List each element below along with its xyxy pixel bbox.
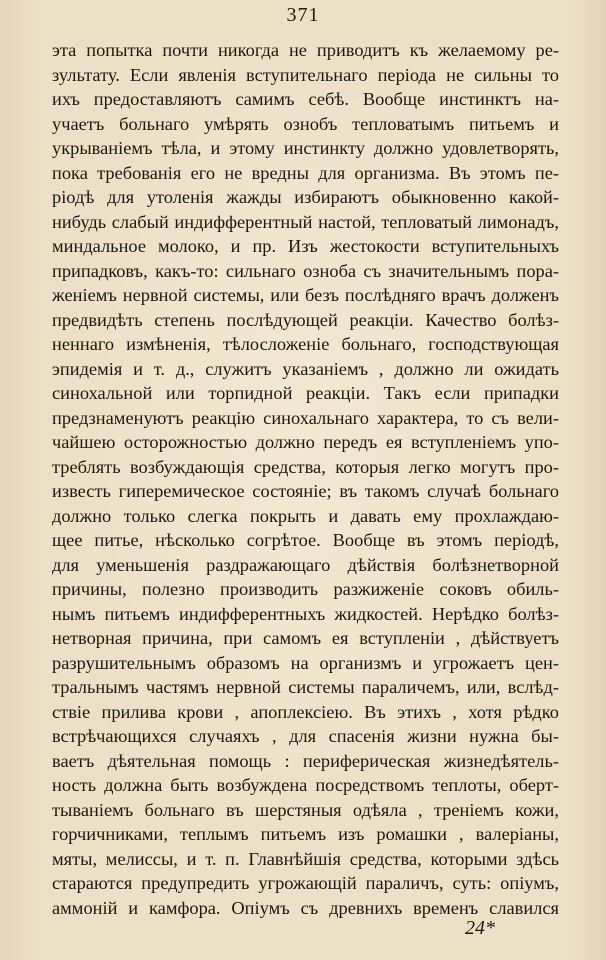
text-line: известь гиперемическое состояніе; въ такомъ случаѣ больнаго xyxy=(52,481,559,501)
text-line: ихъ предоставляютъ самимъ себѣ. Вообще инстинктъ на- xyxy=(52,89,559,109)
text-line: чайшею осторожностью должно передъ ея вступленіемъ упо- xyxy=(52,432,559,452)
text-line: аммоній и камфора. Опіумъ съ древнихъ временъ славился xyxy=(52,897,559,918)
text-line: горчичниками, теплымъ питьемъ изъ ромашки , валеріаны, xyxy=(52,824,559,844)
text-line: нетворная причина, при самомъ ея вступленіи , дѣйствуетъ xyxy=(52,628,559,648)
text-line: тываніемъ больнаго въ шерстяныя одѣяла , треніемъ кожи, xyxy=(52,799,559,820)
text-line: припадковъ, какъ-то: сильнаго озноба съ значительнымъ пора- xyxy=(52,260,559,281)
text-line: стараются предупредить угрожающій параличъ, суть: опіумъ, xyxy=(52,873,559,893)
text-line: ствіе прилива крови , апоплексіею. Въ этихъ , хотя рѣдко xyxy=(52,701,559,722)
text-line: миндальное молоко, и пр. Изъ жестокости вступительныхъ xyxy=(52,236,559,256)
text-line: учаетъ больнаго умѣрять ознобъ тепловатымъ питьемъ и xyxy=(52,113,559,134)
text-line: тральнымъ частямъ нервной системы параличемъ, или, вслѣд- xyxy=(52,677,559,697)
text-line: синохальной или торпидной реакціи. Такъ если припадки xyxy=(52,383,559,403)
text-line: предвидѣть степень послѣдующей реакціи. Качество болѣз- xyxy=(52,309,559,330)
text-line: разрушительнымъ образомъ на организмъ и угрожаетъ цен- xyxy=(52,652,559,673)
text-line: ваетъ дѣятельная помощь : периферическая жизнедѣятель- xyxy=(52,750,559,771)
text-line: зультату. Если явленія вступительнаго періода не сильны то xyxy=(52,64,559,85)
text-line: женіемъ нервной системы, или безъ послѣдняго врачъ долженъ xyxy=(52,285,559,305)
page-number: 371 xyxy=(286,4,320,26)
text-line: нибудь слабый индифферентный настой, тепловатый лимонадъ, xyxy=(52,211,559,232)
printer-signature-mark: 24* xyxy=(465,917,495,939)
text-line: причины, полезно производить разжиженіе соковъ обиль- xyxy=(52,579,559,599)
text-line: треблять возбуждающія средства, которыя легко могутъ про- xyxy=(52,456,559,477)
text-line: эта попытка почти никогда не приводитъ къ желаемому ре- xyxy=(52,40,559,60)
text-line: предзнаменуютъ реакцію синохальнаго характера, то съ вели- xyxy=(52,407,559,428)
text-line: щее питье, нѣсколько согрѣтое. Вообще въ этомъ періодѣ, xyxy=(52,530,559,550)
text-line: встрѣчающихся случаяхъ , для спасенія жизни нужна бы- xyxy=(52,726,559,746)
text-line: мяты, мелиссы, и т. п. Главнѣйшія средства, которыми здѣсь xyxy=(52,848,559,869)
text-line: для уменьшенія раздражающаго дѣйствія болѣзнетворной xyxy=(52,554,559,575)
text-line: ріодѣ для утоленія жажды избираютъ обыкновенно какой- xyxy=(52,187,559,207)
text-line: должно только слегка покрыть и давать ему прохлаждаю- xyxy=(52,505,559,526)
text-line: эпидемія и т. д., служитъ указаніемъ , должно ли ожидать xyxy=(52,358,559,379)
text-line: ность должна быть возбуждена посредствомъ теплоты, оберт- xyxy=(52,775,559,795)
text-line: пока требованія его не вредны для организма. Въ этомъ пе- xyxy=(52,162,559,183)
text-line: укрываніемъ тѣла, и этому инстинкту должно удовлетворять, xyxy=(52,138,559,158)
text-line: неннаго измѣненія, тѣлосложеніе больнаго, господствующая xyxy=(52,334,559,354)
body-text xyxy=(52,38,559,920)
text-line: нымъ питьемъ индифферентныхъ жидкостей. Нерѣдко болѣз- xyxy=(52,603,559,624)
